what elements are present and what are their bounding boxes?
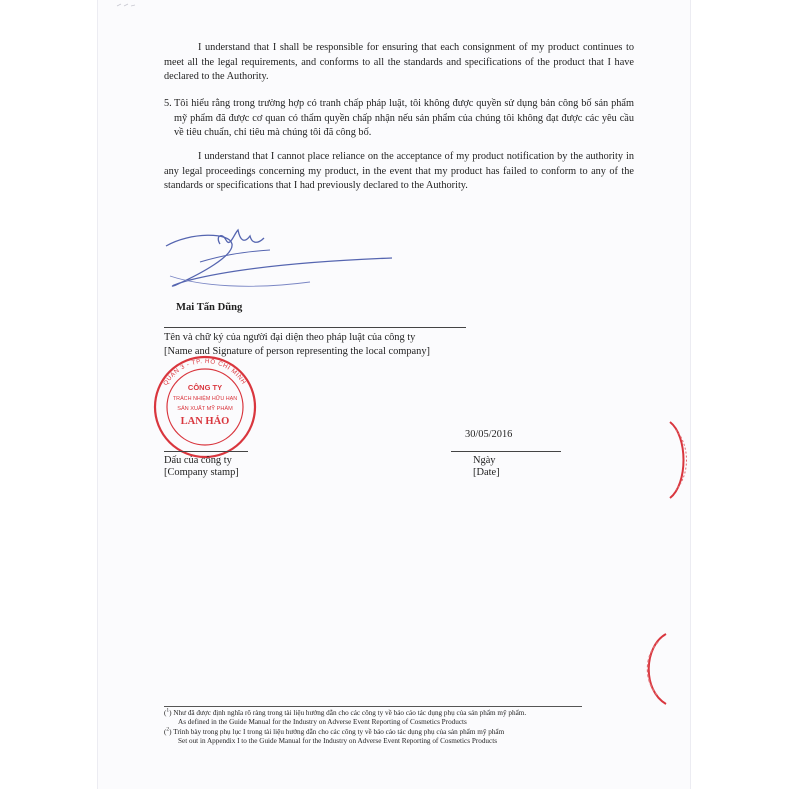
scan-corner-mark	[116, 2, 146, 8]
paragraph-responsibility-en: I understand that I shall be responsible for ensuring that each consignment of my product continues to meet all the legal requirements, and conforms to all the standards and specifications of the product that I have declared to the Authority.	[164, 42, 634, 83]
date-line	[451, 451, 561, 452]
document-date: 30/05/2016	[465, 429, 513, 440]
footnote-separator	[164, 706, 582, 707]
stamp-line2: TRÁCH NHIỆM HỮU HẠN	[172, 396, 238, 402]
footnote-1-en: As defined in the Guide Manual for the Industry on Adverse Event Reporting of Cosmetics Products	[178, 718, 467, 726]
stamp-label-en: [Company stamp]	[164, 467, 239, 478]
stamp-company-name: LAN HẢO	[180, 416, 230, 427]
signer-name: Mai Tấn Dũng	[176, 302, 243, 313]
footnote-1-mark: 1	[166, 707, 170, 714]
footnote-1-vi: ($^1$) Như đã được định nghĩa rõ ràng trong tài liệu hướng dẫn cho các công ty về báo cáo tác dụng phụ của sản phẩm mỹ phẩm.	[164, 707, 527, 717]
date-label-en: [Date]	[473, 467, 500, 478]
stamp-top-text: CÔNG TY	[187, 383, 223, 392]
item-number: 5.	[164, 98, 172, 109]
handwritten-signature	[160, 222, 395, 294]
footnote-1-vi-text: Như đã được định nghĩa rõ ràng trong tài liệu hướng dẫn cho các công ty về báo cáo tác dụng phụ của sản phẩm mỹ phẩm.	[173, 709, 527, 717]
partial-stamp-edge	[662, 420, 702, 500]
stamp-line3: SẢN XUẤT MỸ PHẨM	[177, 406, 233, 412]
partial-stamp-edge-lower	[636, 632, 676, 706]
paragraph-reliance-en: I understand that I cannot place reliance on the acceptance of my product notification by the authority in any legal proceedings concerning my product, in the event that my product has failed to conform to any of the standards or specifications that I had previously declared to the Authority.	[164, 151, 634, 192]
paragraph-5-text: Tôi hiểu rằng trong trường hợp có tranh chấp pháp luật, tôi không được quyền sử dụng bản công bố sản phẩm mỹ phẩm đã được cơ quan có thẩm quyền chấp nhận nếu sản phẩm của chúng tôi không đạt được các yêu cầu về tiêu chuẩn, chỉ tiêu mà chúng tôi đã công bố.	[174, 98, 634, 139]
signature-label-en: [Name and Signature of person representing the local company]	[164, 346, 431, 357]
footnote-2-mark: 2	[166, 726, 170, 733]
company-stamp	[152, 354, 258, 460]
footnote-2-en: Set out in Appendix I to the Guide Manual for the Industry on Adverse Event Reporting of Cosmetics Products	[178, 737, 497, 745]
signature-label-vi: Tên và chữ ký của người đại diện theo pháp luật của công ty	[164, 332, 416, 343]
paragraph-5-vi	[164, 97, 634, 141]
footnote-2-vi-text: Trình bày trong phụ lục I trong tài liệu hướng dẫn cho các công ty về báo cáo tác dụng phụ của sản phẩm mỹ phẩm	[173, 728, 505, 736]
stamp-line	[164, 451, 248, 452]
stamp-label-vi: Dấu của công ty	[164, 455, 232, 466]
signature-line	[164, 327, 466, 328]
footnote-2-vi: ($^2$) Trình bày trong phụ lục I trong tài liệu hướng dẫn cho các công ty về báo cáo tác dụng phụ của sản phẩm mỹ phẩm	[164, 726, 505, 736]
date-label-vi: Ngày	[473, 455, 496, 466]
stamp-ring-text: QUẬN 3 - TP. HỒ CHÍ MINH	[162, 357, 248, 387]
